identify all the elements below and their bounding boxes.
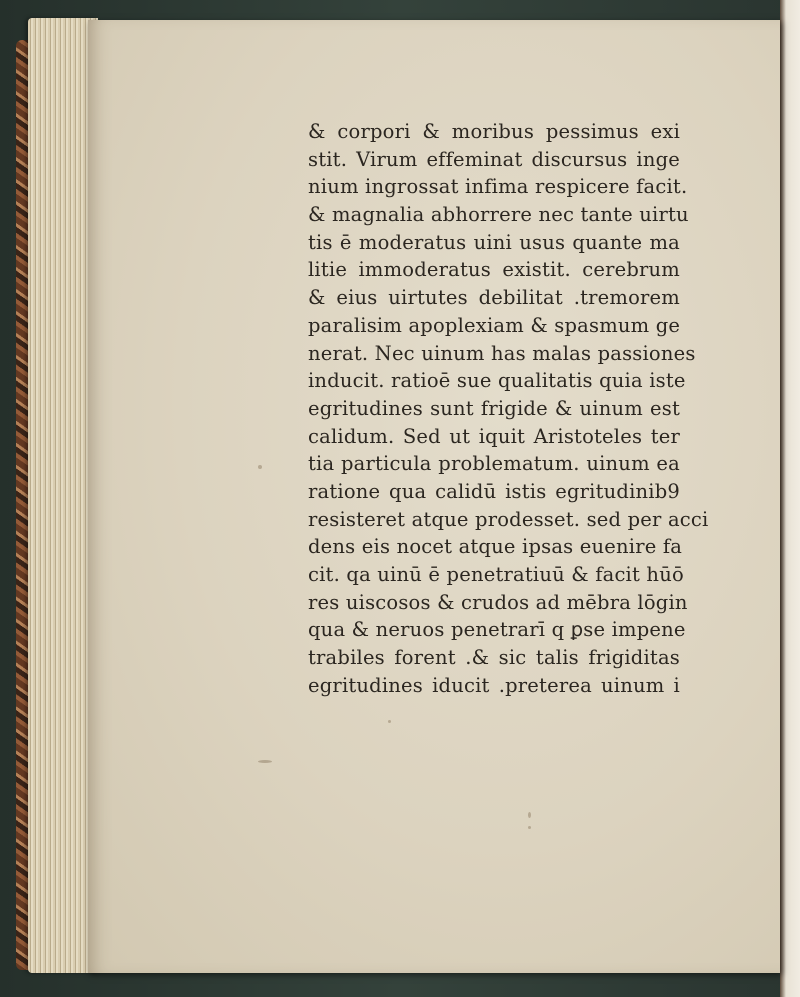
paper-speck bbox=[528, 812, 531, 818]
text-line: & eius uirtutes debilitat .tremorem bbox=[308, 286, 680, 310]
text-line: trabiles forent .& sic talis frigiditas bbox=[308, 646, 680, 670]
paper-speck bbox=[388, 720, 391, 723]
text-line: dens eis nocet atque ipsas euenire fa bbox=[308, 535, 683, 559]
paper-speck bbox=[258, 760, 272, 763]
text-line: calidum. Sed ut iquit Aristoteles ter bbox=[308, 424, 680, 448]
text-line: nium ingrossat infima respicere facit. bbox=[308, 175, 688, 199]
text-line: paralisim apoplexiam & spasmum ge bbox=[308, 313, 681, 337]
text-line: ratione qua calidū istis egritudinib9 bbox=[308, 479, 680, 503]
text-line: stit. Virum effeminat discursus inge bbox=[308, 147, 680, 171]
text-line: egritudines iducit .preterea uinum i bbox=[308, 673, 680, 697]
latin-text-block bbox=[308, 118, 709, 699]
text-line: nerat. Nec uinum has malas passiones bbox=[308, 341, 696, 365]
text-line: & magnalia abhorrere nec tante uirtu bbox=[308, 203, 689, 227]
facing-page-edge bbox=[780, 0, 800, 997]
text-line: qua & neruos penetrarī q ꝑse impene bbox=[308, 618, 686, 642]
paper-speck bbox=[528, 826, 531, 829]
text-line: litie immoderatus existit. cerebrum bbox=[308, 258, 680, 282]
text-line: egritudines sunt frigide & uinum est bbox=[308, 396, 680, 420]
text-line: res uiscosos & crudos ad mēbra lōgin bbox=[308, 590, 688, 614]
text-line: tia particula problematum. uinum ea bbox=[308, 452, 680, 476]
paper-speck bbox=[258, 465, 262, 469]
text-line: resisteret atque prodesset. sed per acci bbox=[308, 507, 709, 531]
text-line: cit. qa uinū ē penetratiuū & facit hūō bbox=[308, 563, 684, 586]
text-line: inducit. ratioē sue qualitatis quia iste bbox=[308, 369, 686, 393]
text-line: tis ē moderatus uini usus quante ma bbox=[308, 230, 680, 254]
text-line: & corpori & moribus pessimus exi bbox=[308, 120, 680, 143]
